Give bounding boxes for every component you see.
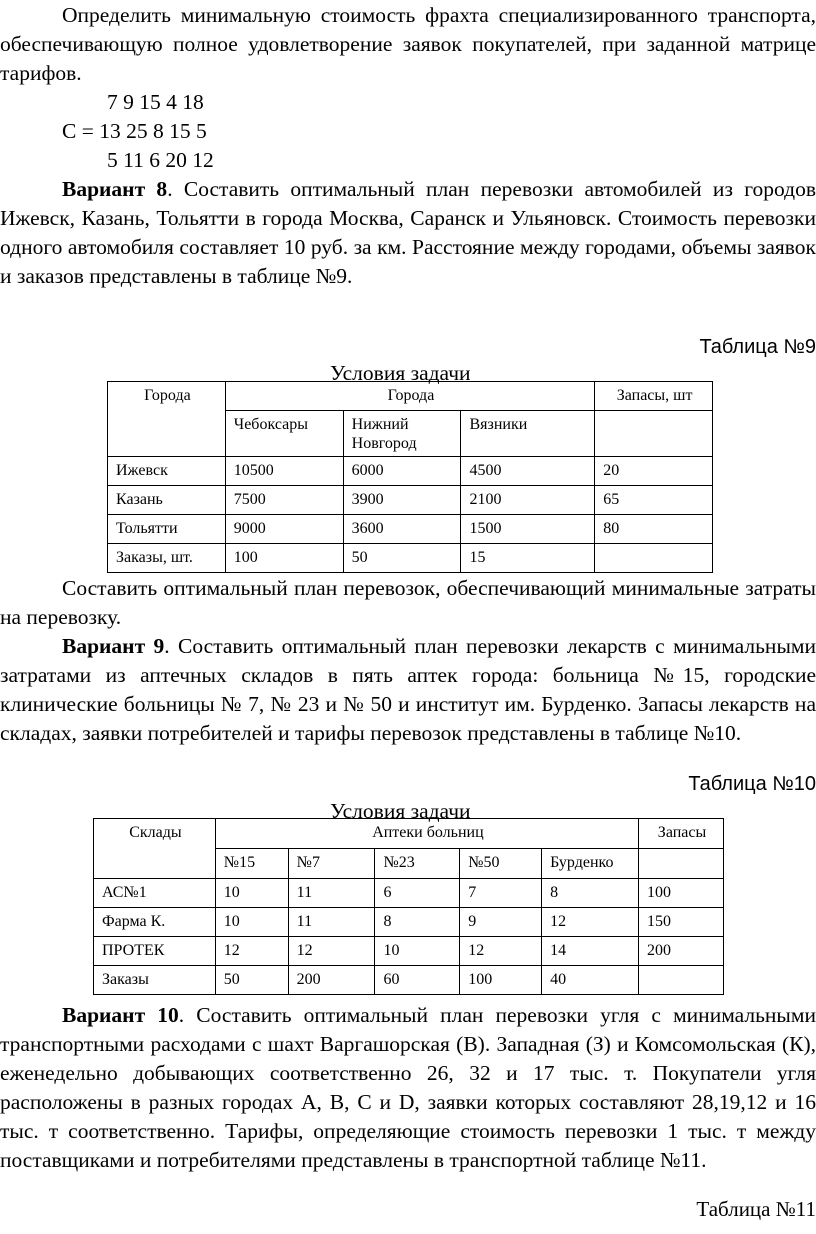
table-10-cell: 12: [288, 937, 375, 966]
table-9-cell: 2100: [461, 486, 595, 515]
table-10-order: 60: [375, 966, 460, 995]
table-10: [93, 818, 724, 995]
table-10-order: 50: [215, 966, 288, 995]
matrix-row-1: 7 9 15 4 18: [107, 90, 204, 114]
table-9-cell: 1500: [461, 515, 595, 544]
table-row: [108, 457, 713, 486]
table-9-header-supply: Запасы, шт: [595, 382, 713, 411]
table-9-cell: 3600: [343, 515, 461, 544]
matrix-row-2: C = 13 25 8 15 5: [62, 119, 207, 143]
table-10-dest-1: №15: [215, 849, 288, 879]
table-10-cell: 12: [460, 937, 542, 966]
table-9-number: Таблица №9: [699, 336, 816, 358]
table-9-supply: 20: [595, 457, 713, 486]
variant-8-paragraph: Вариант 8. Составить оптимальный план перевозки автомобилей из городов Ижевск, Казань, Тольятти в города Москва, Саранск и Ульяновск. Стоимость перевозки одного автомобиля составляет 10 руб. за км. Расстояние между городами, объемы заявок и заказов представлены в таблице №9.: [0, 177, 816, 288]
table-10-dest-3: №23: [375, 849, 460, 879]
table-10-header-dest-group: Аптеки больниц: [215, 819, 638, 849]
table-10-supply: 100: [639, 879, 724, 908]
table-10-order: 100: [460, 966, 542, 995]
table-9-row-name: Ижевск: [108, 457, 226, 486]
table-10-header-warehouses: Склады: [94, 819, 216, 879]
table-9: [107, 381, 713, 573]
intro-paragraph: Определить минимальную стоимость фрахта специализированного транспорта, обеспечивающую полное удовлетворение заявок покупателей, при заданной матрице тарифов.: [0, 3, 816, 85]
table-9-cell: 6000: [343, 457, 461, 486]
table-10-cell: 11: [288, 908, 375, 937]
table-10-cell: 7: [460, 879, 542, 908]
table-row: [94, 937, 724, 966]
table-10-dest-5: Бурденко: [542, 849, 639, 879]
table-10-cell: 10: [375, 937, 460, 966]
table-9-empty: [595, 544, 713, 573]
variant-8-label: Вариант 8: [62, 177, 168, 201]
table-9-order: 100: [225, 544, 343, 573]
table-row: [94, 879, 724, 908]
table-10-supply: 150: [639, 908, 724, 937]
table-11-number: Таблица №11: [696, 1197, 816, 1221]
table-10-order: 40: [542, 966, 639, 995]
table-9-order: 15: [461, 544, 595, 573]
table-9-supply: 65: [595, 486, 713, 515]
table-10-row-name: АС№1: [94, 879, 216, 908]
table-9-row-name: Тольятти: [108, 515, 226, 544]
table-row: [94, 966, 724, 995]
variant-9-paragraph: Вариант 9. Составить оптимальный план перевозки лекарств с минимальными затратами из аптечных складов в пять аптек города: больница №15, городские клинические больницы № 7, № 23 и № 50 и институт им. Бурденко. Запасы лекарств на складах, заявки потребителей и тарифы перевозок представлены в таблице №10.: [0, 634, 816, 745]
table-row: [108, 515, 713, 544]
table-10-supply: 200: [639, 937, 724, 966]
table-9-caption: Условия задачи: [330, 361, 471, 385]
table-10-cell: 10: [215, 879, 288, 908]
table-9-cell: 9000: [225, 515, 343, 544]
table-10-header-supply: Запасы: [639, 819, 724, 849]
table-9-row-name: Казань: [108, 486, 226, 515]
table-10-cell: 8: [542, 879, 639, 908]
table-9-dest-2: Нижний Новгород: [343, 411, 461, 457]
table-9-cell: 10500: [225, 457, 343, 486]
variant-10-label: Вариант 10: [62, 1003, 179, 1027]
table-10-number: Таблица №10: [688, 773, 816, 795]
table-10-cell: 11: [288, 879, 375, 908]
table-10-orders-label: Заказы: [94, 966, 216, 995]
table-9-cell: 7500: [225, 486, 343, 515]
variant-10-paragraph: Вариант 10. Составить оптимальный план перевозки угля с минимальными транспортными расходами с шахт Варгашорская (В). Западная (З) и Комсомольская (К), еженедельно добывающих соответственно 26, 32 и 17 тыс. т. Покупатели угля расположены в разных городах А, В, С и D, заявки которых составляют 28,19,12 и 16 тыс. т соответственно. Тарифы, определяющие стоимость перевозки 1 тыс. т между поставщиками и потребителями представлены в транспортной таблице №11.: [0, 1003, 816, 1172]
table-10-cell: 10: [215, 908, 288, 937]
table-row: [94, 908, 724, 937]
table-9-dest-3: Вязники: [461, 411, 595, 457]
table-10-dest-2: №7: [288, 849, 375, 879]
table-9-cell: 3900: [343, 486, 461, 515]
table-9-empty: [595, 411, 713, 457]
table-9-header-cities: Города: [108, 382, 226, 457]
table-10-cell: 14: [542, 937, 639, 966]
table-9-supply: 80: [595, 515, 713, 544]
table-10-empty: [639, 849, 724, 879]
table-9-order: 50: [343, 544, 461, 573]
table-10-dest-4: №50: [460, 849, 542, 879]
variant-8-conclusion: Составить оптимальный план перевозок, обеспечивающий минимальные затраты на перевозку.: [0, 576, 816, 629]
matrix-row-3: 5 11 6 20 12: [107, 148, 214, 172]
variant-9-label: Вариант 9: [62, 634, 165, 658]
table-10-cell: 12: [215, 937, 288, 966]
table-row: [108, 486, 713, 515]
table-10-empty: [639, 966, 724, 995]
table-10-cell: 9: [460, 908, 542, 937]
table-9-cell: 4500: [461, 457, 595, 486]
table-10-cell: 8: [375, 908, 460, 937]
table-row: [108, 544, 713, 573]
table-10-row-name: ПРОТЕК: [94, 937, 216, 966]
table-9-dest-1: Чебоксары: [225, 411, 343, 457]
table-10-caption: Условия задачи: [330, 799, 471, 823]
table-10-cell: 12: [542, 908, 639, 937]
table-10-row-name: Фарма К.: [94, 908, 216, 937]
table-9-orders-label: Заказы, шт.: [108, 544, 226, 573]
table-9-header-dest-group: Города: [225, 382, 594, 411]
table-10-cell: 6: [375, 879, 460, 908]
table-10-order: 200: [288, 966, 375, 995]
